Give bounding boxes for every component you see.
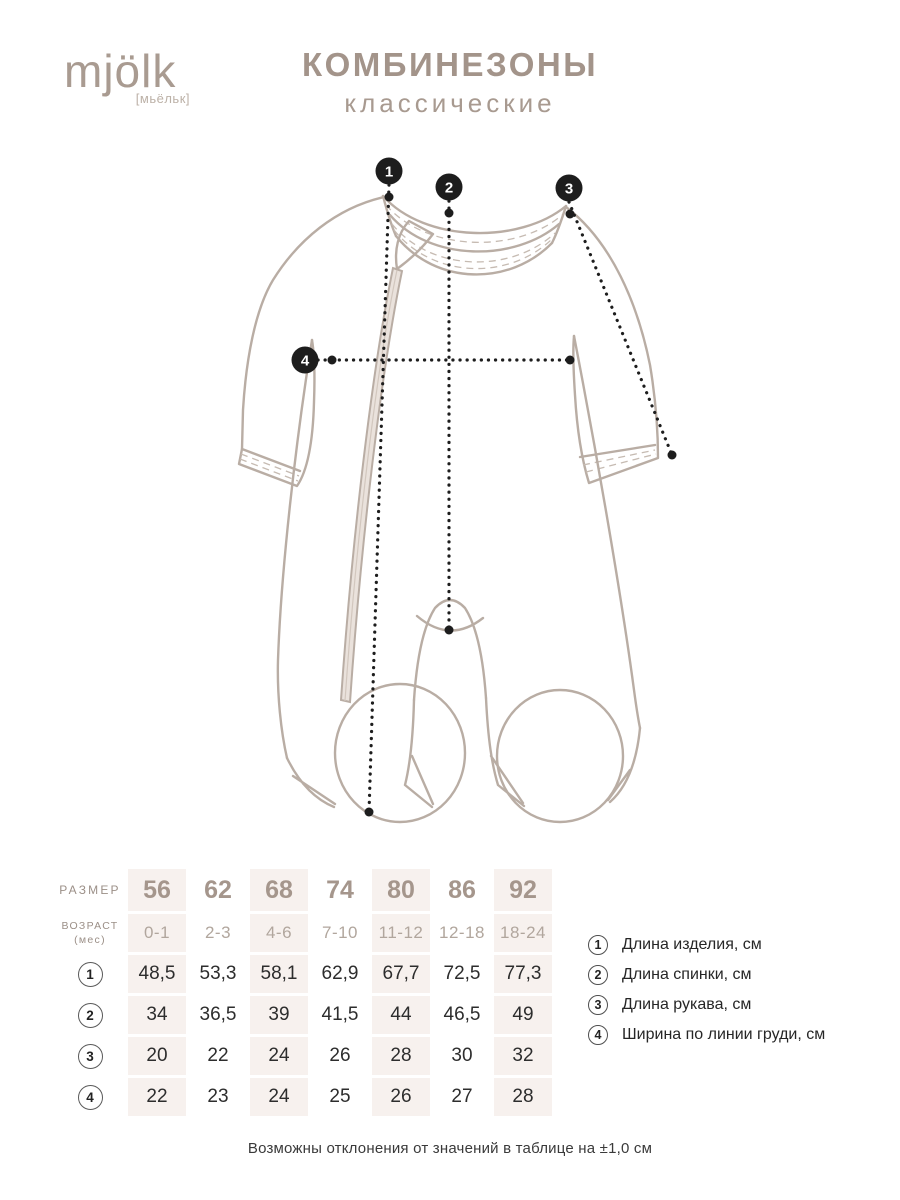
value-cell: 67,7 bbox=[372, 955, 430, 993]
collar-outer bbox=[383, 196, 566, 233]
row-label: 4 bbox=[55, 1078, 125, 1116]
measure-dot bbox=[668, 451, 677, 460]
size-column-header: 56 bbox=[128, 869, 186, 911]
age-cell: 0-1 bbox=[128, 914, 186, 952]
marker-1-label: 1 bbox=[384, 163, 394, 181]
value-cell: 72,5 bbox=[433, 955, 491, 993]
age-cell: 2-3 bbox=[189, 914, 247, 952]
value-cell: 53,3 bbox=[189, 955, 247, 993]
row-label: 3 bbox=[55, 1037, 125, 1075]
legend-label: Длина спинки, см bbox=[622, 965, 752, 983]
value-cell: 30 bbox=[433, 1037, 491, 1075]
crotch-seam bbox=[414, 600, 486, 700]
value-cell: 46,5 bbox=[433, 996, 491, 1034]
legend-item bbox=[588, 994, 825, 1015]
measurement-legend bbox=[588, 934, 825, 1045]
value-cell: 28 bbox=[372, 1037, 430, 1075]
legend-num: 4 bbox=[588, 1025, 608, 1045]
age-cell: 7-10 bbox=[311, 914, 369, 952]
legend-item bbox=[588, 964, 825, 985]
legend-num: 2 bbox=[588, 965, 608, 985]
size-column-header: 92 bbox=[494, 869, 552, 911]
value-cell: 20 bbox=[128, 1037, 186, 1075]
legend-item bbox=[588, 934, 825, 955]
tolerance-note: Возможны отклонения от значений в таблице на ±1,0 см bbox=[247, 1140, 653, 1157]
table-header-age-label: ВОЗРАСТ (мес) bbox=[55, 914, 125, 952]
size-column-header: 68 bbox=[250, 869, 308, 911]
title-main: КОМБИНЕЗОНЫ bbox=[301, 46, 599, 83]
marker-2-badge bbox=[436, 174, 463, 201]
measure-dot bbox=[385, 193, 394, 202]
value-cell: 26 bbox=[372, 1078, 430, 1116]
measure-dot bbox=[566, 210, 575, 219]
body-right-edge bbox=[574, 336, 640, 728]
value-cell: 22 bbox=[189, 1037, 247, 1075]
value-cell: 36,5 bbox=[189, 996, 247, 1034]
table-header-size-label: РАЗМЕР bbox=[55, 869, 125, 911]
value-cell: 28 bbox=[494, 1078, 552, 1116]
size-column-header: 74 bbox=[311, 869, 369, 911]
value-cell: 77,3 bbox=[494, 955, 552, 993]
measure-dot bbox=[445, 626, 454, 635]
legend-label: Длина изделия, см bbox=[622, 935, 762, 953]
right-foot bbox=[497, 690, 623, 822]
value-cell: 62,9 bbox=[311, 955, 369, 993]
legend-item bbox=[588, 1024, 825, 1045]
legend-label: Длина рукава, см bbox=[622, 995, 752, 1013]
onesie-diagram bbox=[0, 140, 900, 850]
age-cell: 4-6 bbox=[250, 914, 308, 952]
ankle-darts bbox=[287, 698, 640, 807]
age-cell: 18-24 bbox=[494, 914, 552, 952]
value-cell: 41,5 bbox=[311, 996, 369, 1034]
measure-dot bbox=[445, 209, 454, 218]
marker-1-badge bbox=[376, 158, 403, 185]
page-title bbox=[0, 46, 900, 119]
marker-3-badge bbox=[556, 175, 583, 202]
size-column-header: 86 bbox=[433, 869, 491, 911]
title-sub: классические bbox=[344, 88, 556, 118]
value-cell: 32 bbox=[494, 1037, 552, 1075]
value-cell: 48,5 bbox=[128, 955, 186, 993]
measure-dot bbox=[328, 356, 337, 365]
legend-label: Ширина по линии груди, см bbox=[622, 1025, 826, 1043]
row-label: 1 bbox=[55, 955, 125, 993]
value-cell: 24 bbox=[250, 1078, 308, 1116]
marker-3-label: 3 bbox=[564, 180, 574, 198]
collar-stitch bbox=[386, 205, 562, 269]
marker-4-label: 4 bbox=[300, 352, 310, 370]
measure-dot bbox=[365, 808, 374, 817]
value-cell: 27 bbox=[433, 1078, 491, 1116]
marker-2-label: 2 bbox=[444, 179, 454, 197]
brand-name: mjölk bbox=[64, 45, 177, 97]
age-cell: 12-18 bbox=[433, 914, 491, 952]
value-cell: 58,1 bbox=[250, 955, 308, 993]
marker-4-badge bbox=[292, 347, 319, 374]
right-cuff-stitch bbox=[583, 450, 656, 472]
value-cell: 24 bbox=[250, 1037, 308, 1075]
measurement-lines bbox=[292, 158, 677, 817]
value-cell: 39 bbox=[250, 996, 308, 1034]
value-cell: 44 bbox=[372, 996, 430, 1034]
right-sleeve bbox=[566, 207, 658, 483]
size-column-header: 62 bbox=[189, 869, 247, 911]
size-table bbox=[55, 869, 552, 1116]
measure-dot bbox=[566, 356, 575, 365]
value-cell: 34 bbox=[128, 996, 186, 1034]
measure-line-1 bbox=[369, 185, 389, 812]
left-foot bbox=[335, 684, 465, 822]
body-left-edge bbox=[278, 340, 312, 758]
value-cell: 25 bbox=[311, 1078, 369, 1116]
legend-num: 3 bbox=[588, 995, 608, 1015]
right-cuff-line bbox=[580, 445, 655, 457]
size-column-header: 80 bbox=[372, 869, 430, 911]
legend-num: 1 bbox=[588, 935, 608, 955]
value-cell: 26 bbox=[311, 1037, 369, 1075]
value-cell: 23 bbox=[189, 1078, 247, 1116]
brand-transcription: [мьёльк] bbox=[135, 91, 190, 106]
value-cell: 22 bbox=[128, 1078, 186, 1116]
row-label: 2 bbox=[55, 996, 125, 1034]
value-cell: 49 bbox=[494, 996, 552, 1034]
age-cell: 11-12 bbox=[372, 914, 430, 952]
